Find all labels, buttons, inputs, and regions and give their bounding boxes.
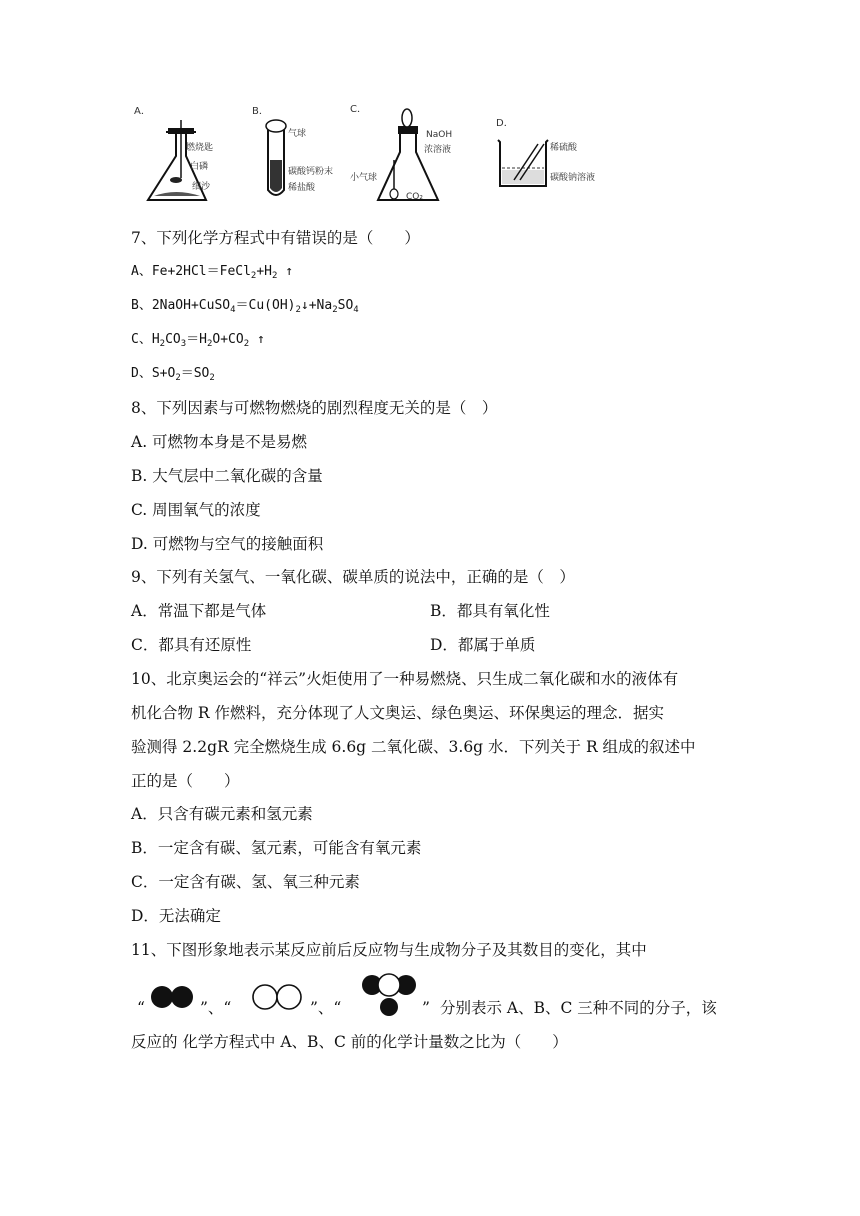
figure-d-label: D． — [496, 118, 514, 129]
q8-option-d: D. 可燃物与空气的接触面积 — [131, 535, 324, 553]
figure-c-text-1: NaOH — [426, 130, 453, 140]
q8-option-b: B. 大气层中二氧化碳的含量 — [131, 467, 323, 485]
molecule-c-icon — [359, 969, 419, 1019]
figure-a-label: A． — [134, 106, 151, 117]
q11-sep-2: ”、“ — [310, 999, 342, 1017]
figure-a-text-2: 白磷 — [190, 162, 209, 172]
figure-b — [250, 100, 350, 210]
molecule-a-icon — [149, 984, 197, 1010]
figure-c — [350, 100, 470, 210]
figure-c-label: C． — [350, 104, 367, 115]
q8-option-c: C. 周围氧气的浓度 — [131, 501, 261, 519]
q9-option-a: A．常温下都是气体 — [131, 602, 267, 620]
q7-option-c: C、$H_2CO_3=H_2O+CO_2$ ↑ — [131, 332, 265, 349]
figure-b-text-1: 气球 — [288, 129, 307, 139]
q10-line-2: 机化合物 R 作燃料，充分体现了人文奥运、绿色奥运、环保奥运的理念．据实 — [131, 704, 665, 722]
figure-b-text-2: 碳酸钙粉末 — [288, 167, 334, 177]
q10-option-a: A．只含有碳元素和氢元素 — [131, 805, 313, 823]
molecule-b-icon — [251, 983, 309, 1011]
figure-a-text-1: 燃烧匙 — [186, 143, 214, 153]
q8-stem: 8、下列因素与可燃物燃烧的剧烈程度无关的是（ ） — [131, 399, 498, 417]
figure-a — [128, 100, 228, 210]
q10-line-4: 正的是（ ） — [131, 772, 240, 790]
figure-d-text-1: 稀硫酸 — [550, 143, 578, 153]
figure-c-text-2: 浓溶液 — [424, 145, 452, 155]
q10-line-1: 10、北京奥运会的“祥云”火炬使用了一种易燃烧、只生成二氧化碳和水的液体有 — [131, 670, 679, 688]
q7-option-a: A、$Fe+2HCl=FeCl_2+H_2$ ↑ — [131, 264, 294, 281]
q10-option-c: C．一定含有碳、氢、氧三种元素 — [131, 873, 360, 891]
q8-option-a: A. 可燃物本身是不是易燃 — [131, 433, 308, 451]
q9-option-b: B．都具有氧化性 — [430, 602, 550, 620]
q11-line-3: 反应的 化学方程式中 A、B、C 前的化学计量数之比为（ ） — [131, 1033, 568, 1051]
figure-c-text-4: CO₂ — [406, 192, 423, 202]
q11-sep-1: ”、“ — [200, 999, 232, 1017]
figure-a-text-3: 细沙 — [192, 182, 211, 192]
q7-option-b: B、$2NaOH+CuSO_4=Cu(OH)_2↓+Na_2SO_4$ — [131, 298, 359, 315]
figure-d-text-2: 碳酸钠溶液 — [550, 173, 596, 183]
figure-b-text-3: 稀盐酸 — [288, 183, 316, 193]
q9-option-c: C．都具有还原性 — [131, 636, 252, 654]
figure-b-label: B． — [252, 106, 269, 117]
q9-stem: 9、下列有关氢气、一氧化碳、碳单质的说法中，正确的是（ ） — [131, 568, 575, 586]
q10-line-3: 验测得 2.2gR 完全燃烧生成 6.6g 二氧化碳、3.6g 水．下列关于 R 组成的叙述中 — [131, 738, 696, 756]
q10-option-b: B．一定含有碳、氢元素，可能含有氧元素 — [131, 839, 422, 857]
q11-line-2-tail: 分别表示 A、B、C 三种不同的分子，该 — [440, 999, 717, 1017]
figure-d — [490, 100, 608, 210]
apparatus-figures — [128, 100, 608, 210]
figure-c-text-3: 小气球 — [350, 173, 378, 183]
q11-close-quote: ” — [422, 999, 430, 1017]
q9-option-d: D．都属于单质 — [430, 636, 536, 654]
q11-line-1: 11、下图形象地表示某反应前后反应物与生成物分子及其数目的变化，其中 — [131, 941, 647, 959]
q7-option-d: D、$S+O_2=SO_2$ — [131, 366, 215, 383]
q10-option-d: D．无法确定 — [131, 907, 221, 925]
q7-stem: 7、下列化学方程式中有错误的是（ ） — [131, 229, 420, 247]
q11-open-quote: “ — [137, 999, 145, 1017]
